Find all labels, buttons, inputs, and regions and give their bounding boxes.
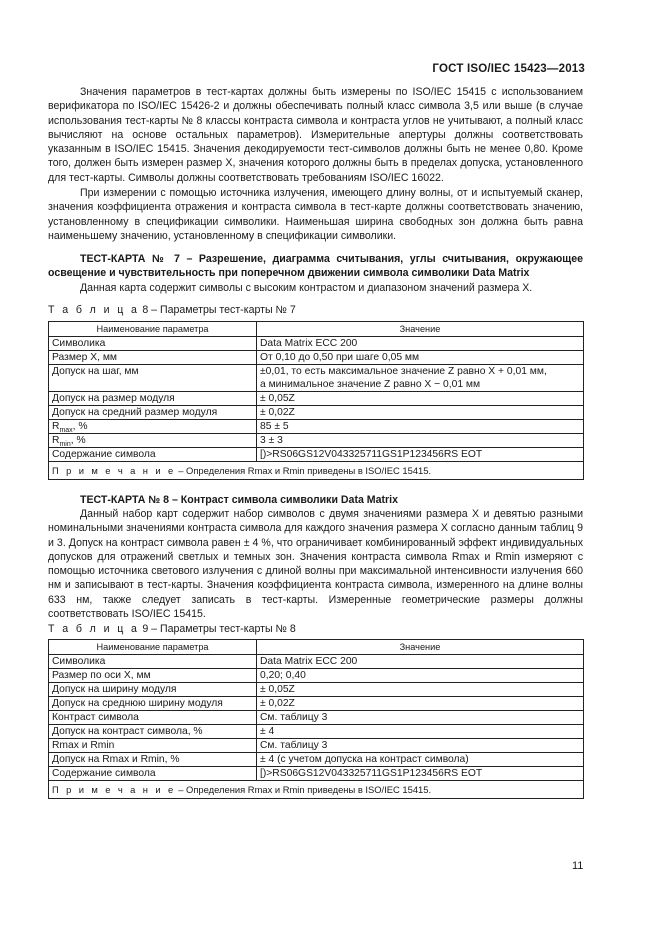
- column-header: Значение: [257, 640, 584, 655]
- param-name: $R_{max}$, %: [49, 420, 257, 434]
- param-name: Допуск на среднюю ширину модуля: [49, 697, 257, 711]
- table-note-row: [49, 781, 584, 799]
- table-row: [49, 351, 584, 365]
- param-value: См. таблицу 3: [257, 739, 584, 753]
- param-name: Допуск на шаг, мм: [49, 365, 257, 392]
- section8-text: Данный набор карт содержит набор символов с двумя значениями размера X и девятью разными номинальными значениями контраста символа для каждого значения размера X согласно данным таблиц 9 и 3. Допуск на контраст символа равен ± 4 %, что ограничивает комбинированный эффект индивидуальных допусков для отражений светлых и темных зон. Значения контраста символа Rmax и Rmin измеряют с помощью источника светового излучения с длиной волны при максимальной интенсивности излучения 660 нм и записывают в тест-карты. Значения коэффициента контраста символа, измеренного на длине волны 633 нм, также следует записать в тест-карты. Измеренные геометрические размеры должны соответствовать ISO/IEC 15415.: [48, 508, 583, 621]
- table-note: П р и м е ч а н и е – Определения Rmax и Rmin приведены в ISO/IEC 15415.: [49, 781, 584, 799]
- param-name: Символика: [49, 337, 257, 351]
- table-header-row: [49, 322, 584, 337]
- param-name: Допуск на ширину модуля: [49, 683, 257, 697]
- param-value: [)>RS06GS12V043325711GS1P123456RS EOT: [257, 767, 584, 781]
- table-row: [49, 767, 584, 781]
- param-value: См. таблицу 3: [257, 711, 584, 725]
- param-name: Допуск на Rmax и Rmin, %: [49, 753, 257, 767]
- paragraph-text: При измерении с помощью источника излучения, имеющего длину волны, от и испытуемый сканер, значения коэффициента отражения и контраста символа в тест-карте должны соответствовать значению, установленному в спецификации символики. Наименьшая ширина свободных зон должна быть равна наименьшему значению, установленному в спецификации символики.: [48, 187, 583, 242]
- param-value: ± 0,05Z: [257, 683, 584, 697]
- column-header: Значение: [257, 322, 584, 337]
- table-row: [49, 434, 584, 448]
- param-value: Data Matrix ECC 200: [257, 655, 584, 669]
- table8: [48, 321, 584, 480]
- table9: [48, 639, 584, 799]
- table8-caption: Т а б л и ц а 8 – Параметры тест-карты № 7: [48, 304, 296, 316]
- page-number: 11: [572, 860, 584, 872]
- section7-heading: ТЕСТ-КАРТА № 7 – Разрешение, диаграмма считывания, углы считывания, окружающее освещение и чувствительность при поперечном движении символа символики Data Matrix: [48, 253, 583, 280]
- param-name: Содержание символа: [49, 448, 257, 462]
- paragraph-wavelength: [48, 186, 583, 243]
- table-row: [49, 448, 584, 462]
- param-name: Размер X, мм: [49, 351, 257, 365]
- section8-heading: ТЕСТ-КАРТА № 8 – Контраст символа символики Data Matrix: [80, 494, 399, 506]
- table-row: [49, 669, 584, 683]
- param-value: ± 0,02Z: [257, 697, 584, 711]
- table-row: [49, 337, 584, 351]
- table-row: [49, 420, 584, 434]
- param-value: ± 4: [257, 725, 584, 739]
- param-value: 0,20; 0,40: [257, 669, 584, 683]
- table-row: [49, 683, 584, 697]
- table-row: [49, 655, 584, 669]
- param-name: Содержание символа: [49, 767, 257, 781]
- param-value: 3 ± 3: [257, 434, 584, 448]
- section7-text: Данная карта содержит символы с высоким контрастом и диапазоном значений размера X.: [80, 282, 533, 294]
- table-row: [49, 753, 584, 767]
- document-header: ГОСТ ISO/IEC 15423—2013: [432, 63, 585, 75]
- param-name: Допуск на контраст символа, %: [49, 725, 257, 739]
- param-name: Rmax и Rmin: [49, 739, 257, 753]
- param-name: Контраст символа: [49, 711, 257, 725]
- column-header: Наименование параметра: [49, 640, 257, 655]
- table-note: П р и м е ч а н и е – Определения Rmax и Rmin приведены в ISO/IEC 15415.: [49, 462, 584, 480]
- table-row: [49, 725, 584, 739]
- table-row: [49, 711, 584, 725]
- param-name: Допуск на средний размер модуля: [49, 406, 257, 420]
- table-row: [49, 365, 584, 392]
- table9-caption: Т а б л и ц а 9 – Параметры тест-карты № 8: [48, 623, 296, 635]
- table-row: [49, 406, 584, 420]
- param-value: От 0,10 до 0,50 при шаге 0,05 мм: [257, 351, 584, 365]
- param-value: [)>RS06GS12V043325711GS1P123456RS EOT: [257, 448, 584, 462]
- param-value: ± 0,05Z: [257, 392, 584, 406]
- param-name: Допуск на размер модуля: [49, 392, 257, 406]
- param-value: ± 0,02Z: [257, 406, 584, 420]
- param-value: ±0,01, то есть максимальное значение Z равно X + 0,01 мм, а минимальное значение Z равно X − 0,01 мм: [257, 365, 584, 392]
- table-header-row: [49, 640, 584, 655]
- param-value: 85 ± 5: [257, 420, 584, 434]
- param-value: Data Matrix ECC 200: [257, 337, 584, 351]
- param-name: Размер по оси X, мм: [49, 669, 257, 683]
- param-name: $R_{min}$, %: [49, 434, 257, 448]
- paragraph-measurement: [48, 85, 583, 185]
- column-header: Наименование параметра: [49, 322, 257, 337]
- table-note-row: [49, 462, 584, 480]
- table-row: [49, 739, 584, 753]
- table-row: [49, 392, 584, 406]
- param-name: Символика: [49, 655, 257, 669]
- paragraph-text: Значения параметров в тест-картах должны быть измерены по ISO/IEC 15415 с использованием верификатора по ISO/IEC 15426-2 и должны обеспечивать полный класс символа 3,5 или выше (в случае использования тест-карты № 8 классы контраста символа и контраста углов не учитывают, а полный класс вычисляют на основе остальных параметров). Измерительные апертуры должны соответствовать указанным в ISO/IEC 15415. Значения декодируемости тест-символов должны быть не менее 0,80. Кроме того, должен быть измерен размер X, значения которого должны быть в пределах допуска, установленного для тест-карты. Символы должны соответствовать требованиям ISO/IEC 16022.: [48, 86, 583, 184]
- table-row: [49, 697, 584, 711]
- param-value: ± 4 (с учетом допуска на контраст символа): [257, 753, 584, 767]
